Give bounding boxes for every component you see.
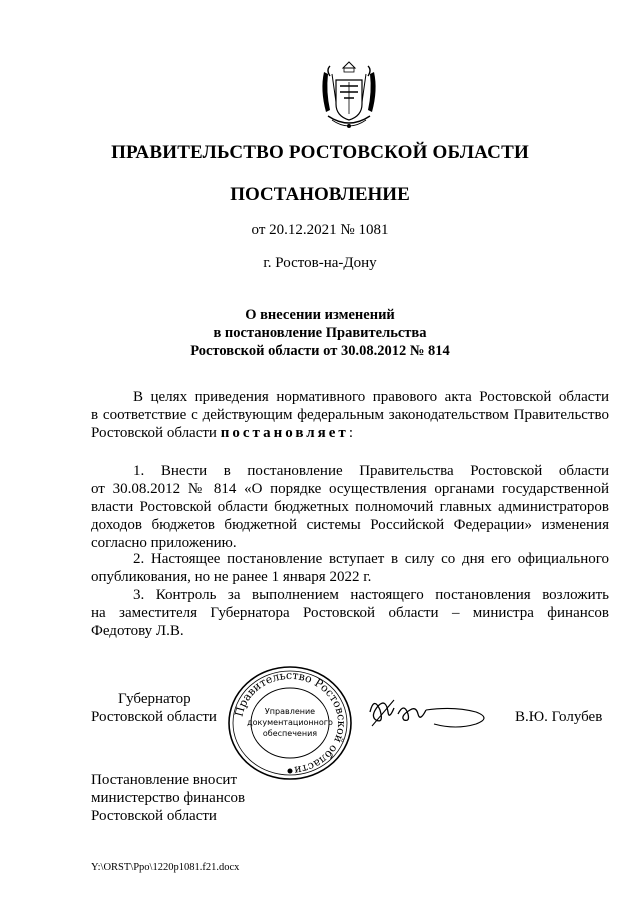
file-path-footer: Y:\ORST\Ppo\1220p1081.f21.docx (91, 862, 240, 873)
stamp-inner-line: документационного (247, 718, 333, 727)
paragraph-line: от 30.08.2012 № 814 «О порядке осуществления органами государственной (91, 481, 609, 497)
coat-of-arms-icon (316, 56, 382, 134)
document-city: г. Ростов-на-Дону (263, 255, 377, 271)
resolution-item-2 (91, 550, 609, 586)
paragraph-line: в соответствие с действующим федеральным законодательством Правительство (91, 407, 609, 423)
introduced-by-line: министерство финансов (91, 790, 246, 806)
paragraph-line: на заместителя Губернатора Ростовской области – министра финансов (91, 605, 609, 621)
paragraph-line: 2. Настоящее постановление вступает в силу со дня его официального (133, 551, 609, 567)
stamp-ring-text: Правительство Ростовской области (232, 668, 349, 777)
paragraph-line (91, 424, 609, 442)
stamp-inner-line: Управление (264, 707, 316, 716)
official-stamp (226, 664, 354, 782)
resolution-verb: постановляет (220, 425, 349, 441)
resolution-item-1 (91, 462, 609, 552)
subject-line: Ростовской области от 30.08.2012 № 814 (190, 343, 450, 359)
resolution-item-3 (91, 586, 609, 640)
paragraph-line: 1. Внести в постановление Правительства Ростовской области (133, 463, 609, 479)
subject-line: О внесении изменений (245, 307, 395, 323)
preamble-paragraph (91, 388, 609, 442)
signer-name: В.Ю. Голубев (515, 709, 603, 725)
paragraph-line: согласно приложению. (91, 535, 237, 551)
paragraph-line: В целях приведения нормативного правового акта Ростовской области (133, 389, 609, 405)
paragraph-line: власти Ростовской области бюджетных полномочий главных администраторов (91, 499, 609, 515)
paragraph-line: доходов бюджетов бюджетной системы Российской Федерации» изменения (91, 517, 609, 533)
paragraph-line: опубликования, но не ранее 1 января 2022 г. (91, 569, 372, 585)
stamp-inner-line: обеспечения (262, 729, 318, 738)
government-title: ПРАВИТЕЛЬСТВО РОСТОВСКОЙ ОБЛАСТИ (111, 142, 529, 163)
document-type: ПОСТАНОВЛЕНИЕ (230, 184, 410, 205)
subject-line: в постановление Правительства (213, 325, 427, 341)
paragraph-line: 3. Контроль за выполнением настоящего постановления возложить (133, 587, 609, 603)
paragraph-line: Федотову Л.В. (91, 623, 184, 639)
signer-position-line: Ростовской области (91, 709, 217, 725)
introduced-by-line: Ростовской области (91, 808, 217, 824)
introduced-by-line: Постановление вносит (91, 772, 238, 788)
handwritten-signature (364, 690, 494, 736)
signer-position-line: Губернатор (118, 691, 191, 707)
preamble-prefix: Ростовской области (91, 425, 221, 441)
document-date-number: от 20.12.2021 № 1081 (251, 222, 389, 238)
preamble-suffix: : (348, 425, 353, 441)
